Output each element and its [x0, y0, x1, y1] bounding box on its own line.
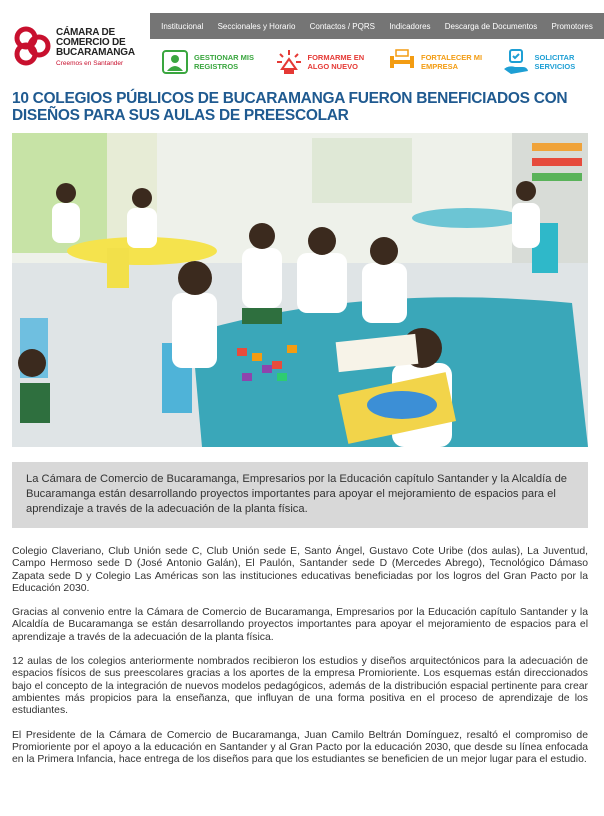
- classroom-photo-illustration: [12, 133, 588, 447]
- logo-line: COMERCIO DE: [56, 37, 126, 48]
- logo-line: CÁMARA DE: [56, 27, 115, 38]
- nav-descargas[interactable]: Descarga de Documentos: [444, 21, 538, 31]
- article-paragraph: El Presidente de la Cámara de Comercio de Bucaramanga, Juan Camilo Beltrán Domínguez, resaltó el compromiso de Promioriente por el apoyo a la educación en Santander y al Gran Pacto por la educación 2030, que desde su línea enfocada en la Primera Infancia, hace entrega de los diseños para que los estudiantes se beneficien de un mejor lugar para el estudio.: [12, 729, 588, 766]
- quick-link-fortalecer[interactable]: [377, 42, 491, 82]
- logo-wordmark: [56, 28, 135, 58]
- nav-promotores[interactable]: Promotores: [551, 21, 593, 31]
- nav-indicadores[interactable]: Indicadores: [389, 21, 431, 31]
- classroom-photo: [12, 133, 588, 447]
- main-nav: [150, 13, 604, 39]
- logo-tagline: Creemos en Santander: [56, 60, 124, 67]
- quick-link-formarme[interactable]: [264, 42, 378, 82]
- quick-link-servicios[interactable]: [491, 42, 604, 82]
- service-hand-icon: [501, 47, 531, 77]
- chamber-logo-icon: [12, 24, 54, 68]
- article-body: [12, 546, 588, 778]
- article-paragraph: Gracias al convenio entre la Cámara de Comercio de Bucaramanga, Empresarios por la Educación capítulo Santander y la Alcaldía de Bucaramanga se están desarrollando proyectos importantes para apoyar el mejoramiento de espacios para el aprendizaje a través de la adecuación de la planta física.: [12, 607, 588, 643]
- quick-link-label: FORTALECER MI EMPRESA: [421, 53, 483, 71]
- article-paragraph: Colegio Claveriano, Club Unión sede C, Club Unión sede E, Santo Ángel, Gustavo Cote Uribe (dos aulas), La Juventud, Campo Hermoso sede D (José Antonio Galán), El Paulón, Santander sede D (Mercedes Abrego), Tecnológico Dámaso Zapata sede D y Colegio Las Américas son las instituciones educativas beneficiadas por los logros del Gran Pacto por la Educación 2030.: [12, 546, 588, 594]
- nav-contactos[interactable]: Contactos / PQRS: [309, 21, 375, 31]
- logo-line: BUCARAMANGA: [56, 47, 135, 58]
- chamber-logo[interactable]: [12, 24, 142, 74]
- quick-links: [150, 42, 604, 82]
- quick-link-label: SOLICITAR SERVICIOS: [534, 53, 576, 71]
- article-lead: La Cámara de Comercio de Bucaramanga, Empresarios por la Educación capítulo Santander y la Alcaldía de Bucaramanga están desarrollando proyectos importantes para apoyar el mejoramiento de espacios para el aprendizaje a través de la adecuación de la planta física.: [12, 462, 588, 528]
- lamp-idea-icon: [274, 47, 304, 77]
- nav-institucional[interactable]: Institucional: [161, 21, 204, 31]
- quick-link-label: FORMARME EN ALGO NUEVO: [307, 53, 365, 71]
- quick-link-registros[interactable]: [150, 42, 264, 82]
- registry-person-icon: [160, 47, 190, 77]
- site-header: [0, 0, 604, 88]
- nav-seccionales[interactable]: Seccionales y Horario: [217, 21, 296, 31]
- strength-dumbbell-icon: [387, 47, 417, 77]
- quick-link-label: GESTIONAR MIS REGISTROS: [194, 53, 255, 71]
- article-paragraph: 12 aulas de los colegios anteriormente nombrados recibieron los estudios y diseños arquitectónicos para la adecuación de espacios físicos de sus preescolares gracias a los aportes de la empresa Promioriente. Los esquemas están direccionados bajo el concepto de la integración de nuevos modelos pedagógicos, además de la distribución espacial pertinente para crear ambientes más propicios para la enseñanza, que influyan de una forma positiva en el proceso de aprendizaje de los estudiantes.: [12, 656, 588, 717]
- article-title: 10 COLEGIOS PÚBLICOS DE BUCARAMANGA FUERON BENEFICIADOS CON DISEÑOS PARA SUS AULAS DE PREESCOLAR: [12, 90, 568, 124]
